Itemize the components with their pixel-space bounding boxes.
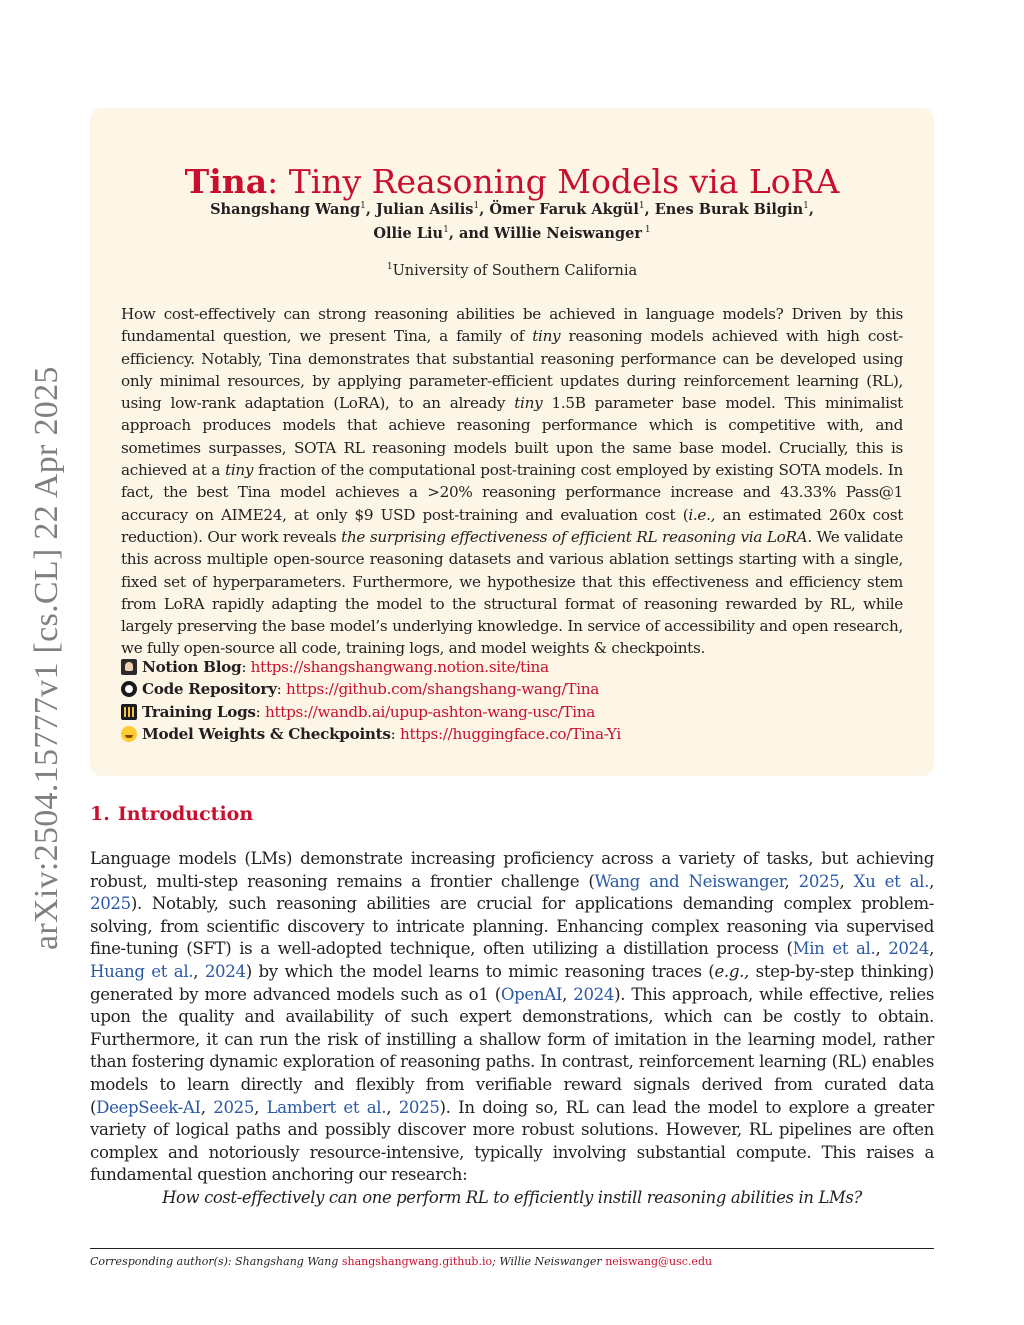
citation-link[interactable]: Wang and Neiswanger [594,871,785,891]
citation-year-link[interactable]: 2024 [204,961,246,981]
title-subtitle: : Tiny Reasoning Models via LoRA [267,162,840,202]
footnote-divider [90,1248,934,1249]
wandb-icon [121,704,137,720]
paper-title [0,162,1024,201]
author-line-2 [0,225,1024,242]
section-heading [90,803,253,825]
author-name: Ömer Faruk Akgül [489,201,639,218]
citation-link[interactable]: DeepSeek-AI [96,1097,201,1117]
notion-blog-link[interactable]: https://shangshangwang.notion.site/tina [250,658,549,676]
github-icon [121,681,137,697]
author-homepage-link[interactable]: shangshangwang.github.io [341,1255,493,1268]
code-repository-link-row: Code Repository : https://github.com/shangshang-wang/Tina [121,678,903,700]
training-logs-link-row: Training Logs : https://wandb.ai/upup-ashton-wang-usc/Tina [121,701,903,723]
citation-year-link[interactable]: 2024 [573,984,615,1004]
citation-year-link[interactable]: 2024 [888,939,930,959]
arxiv-identifier-stamp: arXiv:2504.15777v1 [cs.CL] 22 Apr 2025 [28,366,65,950]
author-affiliation-mark: 1 [360,201,366,212]
author-affiliation-mark: 1 [638,201,645,212]
citation-link[interactable]: Min et al. [792,939,876,959]
corresponding-authors-footnote: Corresponding author(s): Shangshang Wang shangshangwang.github.io; Willie Neiswanger neiswang@usc.edu [90,1255,713,1268]
introduction-paragraph: Language models (LMs) demonstrate increasing proficiency across a variety of tasks, but achieving robust, multi-step reasoning remains a frontier challenge (Wang and Neiswanger, 2025, Xu et al., 2025). Notably, such reasoning abilities are crucial for applications demanding complex problem-solving, from scientific discovery to intricate planning. Enhancing complex reasoning via supervised fine-tuning (SFT) is a well-adopted technique, often utilizing a distillation process (Min et al., 2024, Huang et al., 2024) by which the model learns to mimic reasoning traces (e.g., step-by-step thinking) generated by more advanced models such as o1 (OpenAI, 2024). This approach, while effective, relies upon the quality and availability of such expert demonstrations, which can be costly to obtain. Furthermore, it can run the risk of instilling a shallow form of imitation in the learning model, rather than fostering dynamic exploration of reasoning paths. In contrast, reinforcement learning (RL) enables models to learn directly and flexibly from verifiable reward signals derived from curated data (DeepSeek-AI, 2025, Lambert et al., 2025). In doing so, RL can lead the model to explore a greater variety of logical paths and possibly discover more robust solutions. However, RL pipelines are often complex and notoriously resource-intensive, typically involving substantial compute. This raises a fundamental question anchoring our research: [90,849,934,1185]
affiliation-name: University of Southern California [392,262,638,279]
section-number: 1. [90,803,110,825]
title-brand: Tina [184,162,268,202]
author-name: Enes Burak Bilgin [654,201,804,218]
section-title-text: Introduction [117,803,254,825]
link-label: Training Logs [142,702,256,721]
link-label: Notion Blog [142,658,242,676]
abstract-text: How cost-effectively can strong reasoning abilities be achieved in language models? Driven by this fundamental question, we present Tina, a family of tiny reasoning models achieved with high cost-efficiency. Notably, Tina demonstrates that substantial reasoning performance can be developed using only minimal resources, by applying parameter-efficient updates during reinforcement learning (RL), using low-rank adaptation (LoRA), to an already tiny 1.5B parameter base model. This minimalist approach produces models that achieve reasoning performance which is competitive with, and sometimes surpasses, SOTA RL reasoning models built upon the same base model. Crucially, this is achieved at a tiny fraction of the computational post-training cost employed by existing SOTA models. In fact, the best Tina model achieves a >20% reasoning performance increase and 43.33% Pass@1 accuracy on AIME24, at only $9 USD post-training and evaluation cost (i.e., an estimated 260x cost reduction). Our work reveals the surprising effectiveness of efficient RL reasoning via LoRA. We validate this across multiple open-source reasoning datasets and various ablation settings starting with a single, fixed set of hyperparameters. Furthermore, we hypothesize that this effectiveness and efficiency stem from LoRA rapidly adapting the model to the structural format of reasoning rewarded by RL, while largely preserving the base model’s underlying knowledge. In service of accessibility and open research, we fully open-source all code, training logs, and model weights & checkpoints. [121,305,904,658]
research-question: How cost-effectively can one perform RL to efficiently instill reasoning abilities in LMs? [162,1188,862,1207]
code-repository-link[interactable]: https://github.com/shangshang-wang/Tina [285,680,599,699]
author-affiliation-mark: 1 [473,201,480,212]
citation-link[interactable]: Huang et al. [90,961,194,981]
model-weights-link[interactable]: https://huggingface.co/Tina-Yi [400,724,621,743]
author-separator: , [479,201,490,218]
author-name: and Willie Neiswanger [458,225,642,242]
notion-icon [121,659,137,675]
author-affiliation-mark: 1 [443,225,449,236]
citation-link[interactable]: Lambert et al. [266,1097,387,1117]
author-line-1 [0,201,1024,218]
resource-links [121,656,903,745]
huggingface-icon [121,726,137,742]
author-separator: , [808,201,814,218]
training-logs-link[interactable]: https://wandb.ai/upup-ashton-wang-usc/Tina [265,702,596,721]
link-label: Code Repository [142,680,277,699]
author-separator: , [448,225,459,242]
notion-blog-link-row: Notion Blog : https://shangshangwang.notion.site/tina [121,656,903,678]
author-email-link[interactable]: neiswang@usc.edu [605,1255,713,1268]
affiliation [0,262,1024,279]
author-name: Ollie Liu [373,225,444,242]
affiliation-mark: 1 [386,262,393,272]
citation-link[interactable]: Xu et al. [853,871,930,891]
author-name: Julian Asilis [375,201,474,218]
citation-year-link[interactable]: 2025 [798,871,840,891]
author-affiliation-mark: 1 [641,225,651,236]
citation-year-link[interactable]: 2025 [398,1097,440,1117]
author-separator: , [644,201,655,218]
author-affiliation-mark: 1 [803,201,809,212]
citation-year-link[interactable]: 2025 [90,894,131,914]
citation-year-link[interactable]: 2025 [213,1097,255,1117]
citation-link[interactable]: OpenAI [500,984,563,1004]
link-label: Model Weights & Checkpoints [142,724,391,743]
author-name: Shangshang Wang [210,201,361,218]
model-weights-link-row: Model Weights & Checkpoints : https://huggingface.co/Tina-Yi [121,723,903,745]
author-separator: , [365,201,376,218]
